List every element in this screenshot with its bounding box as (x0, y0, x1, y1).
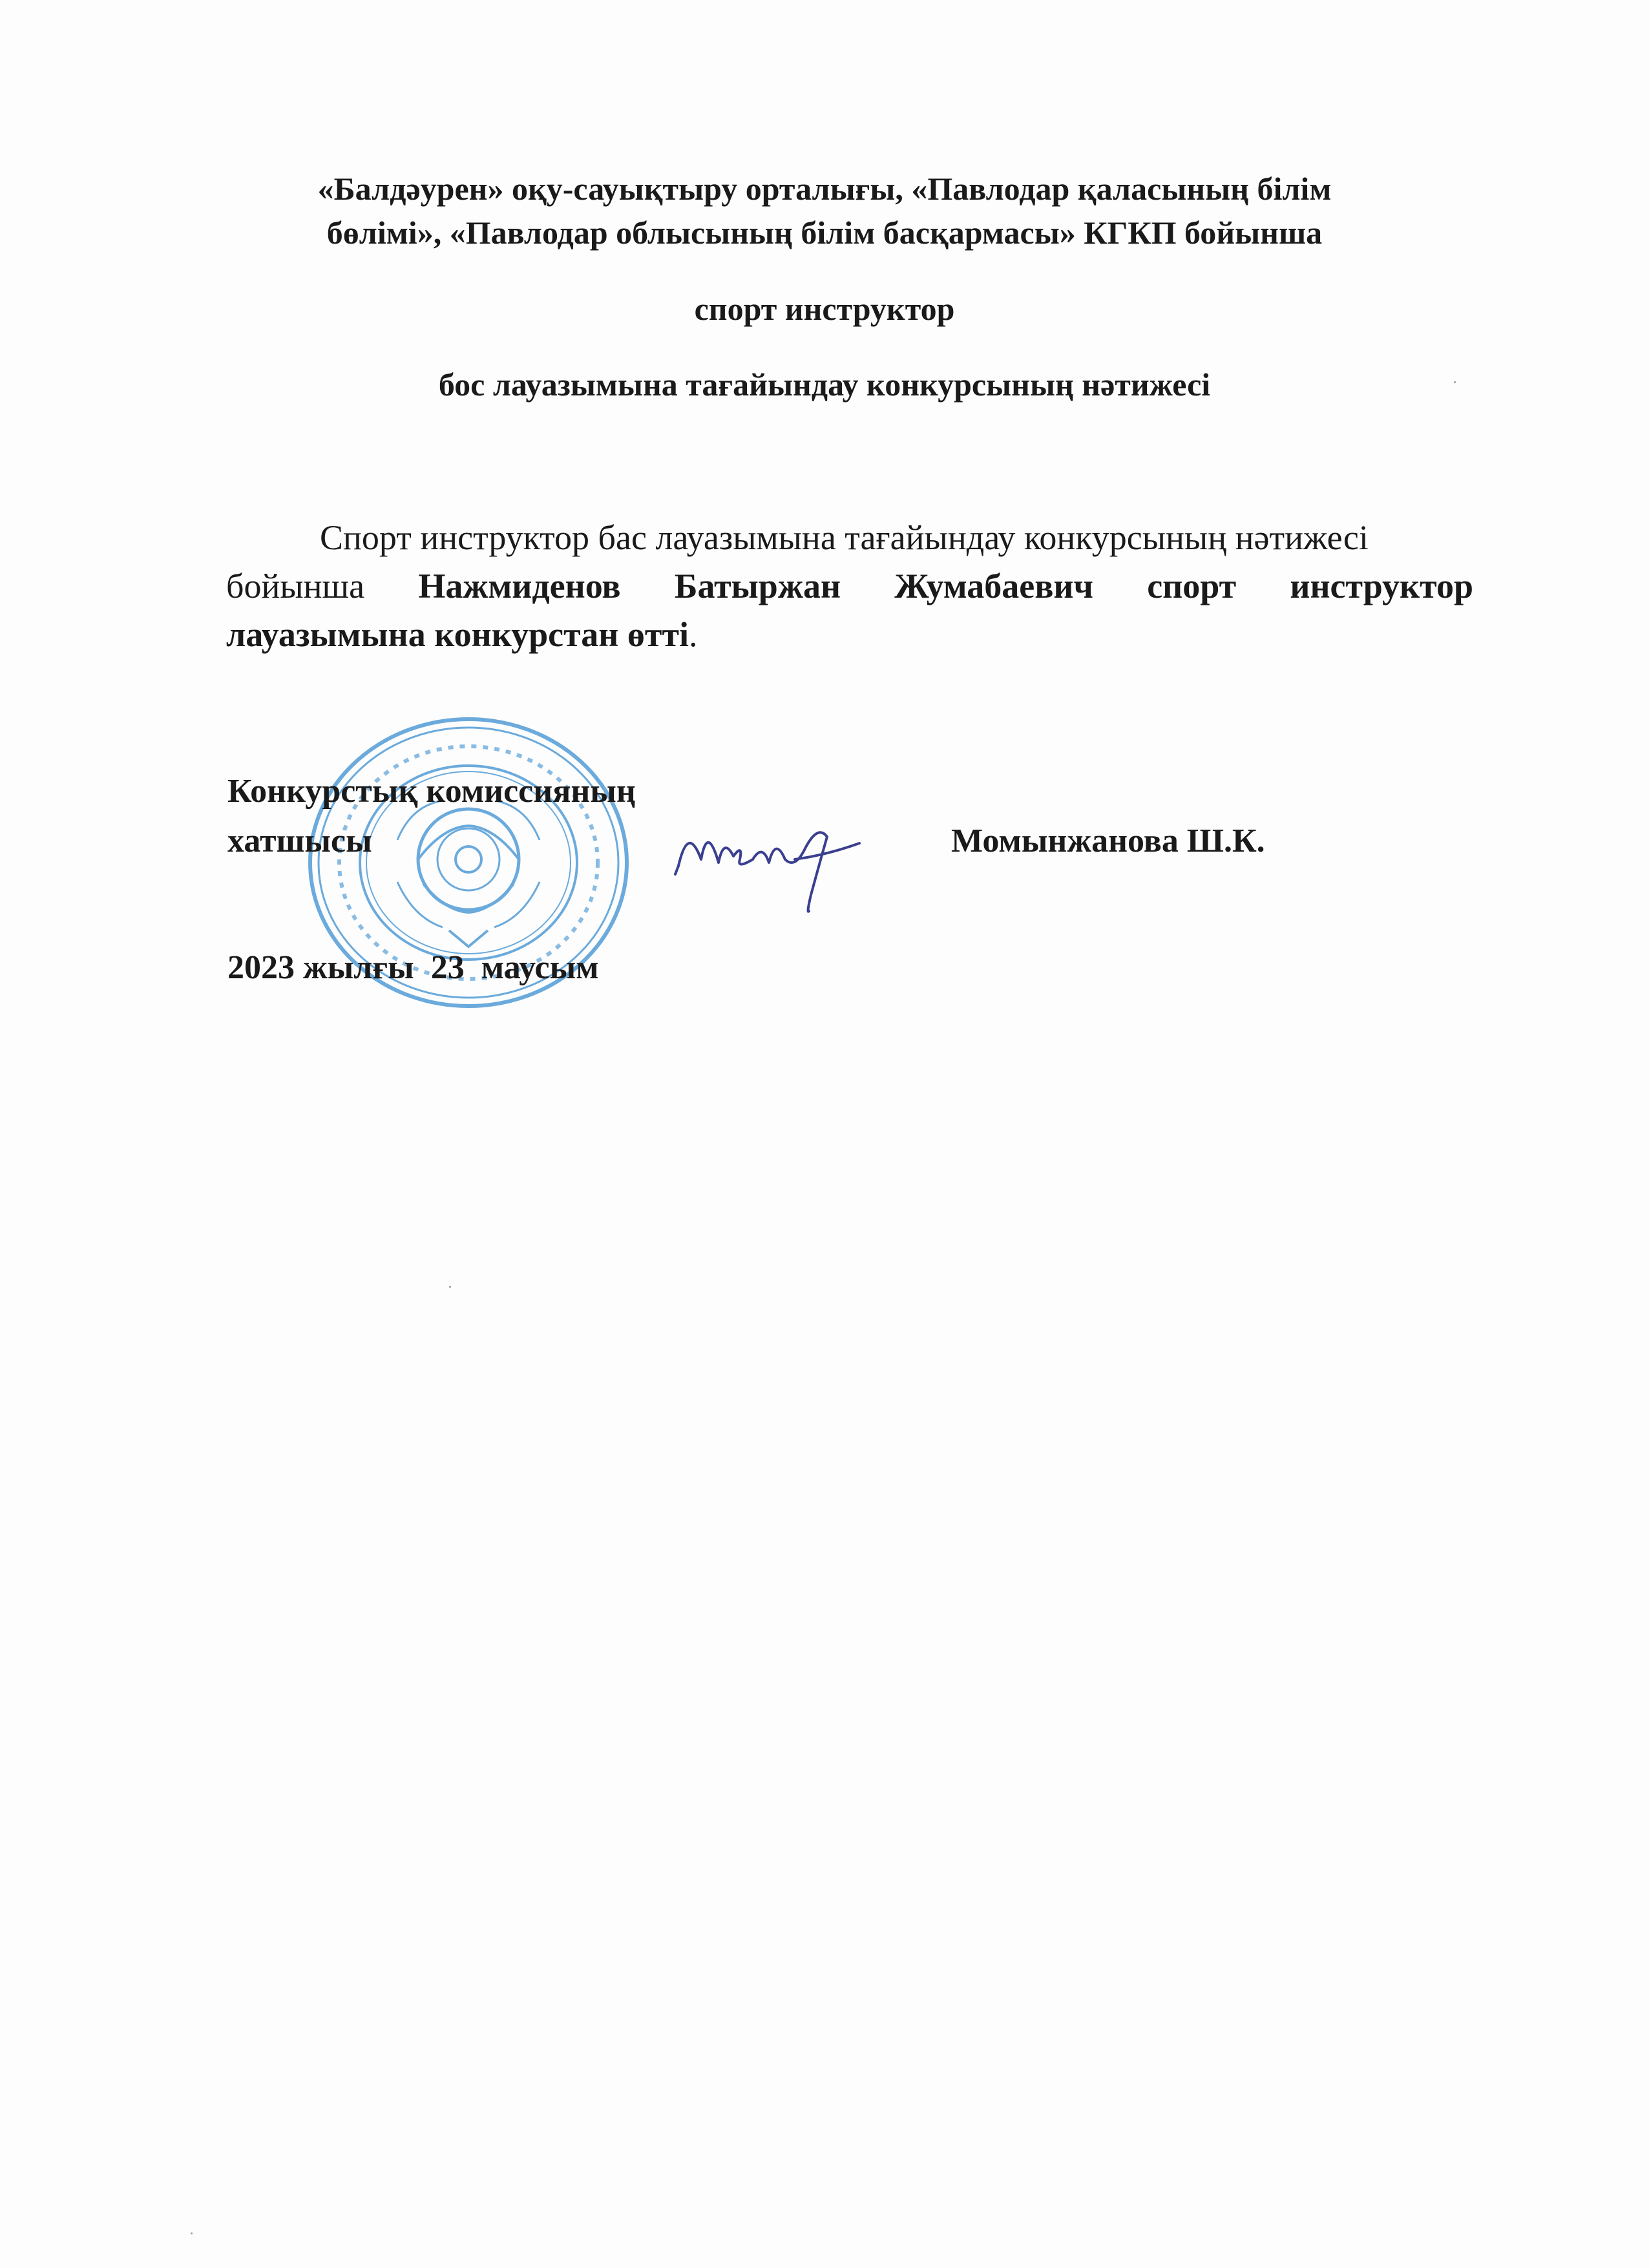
result-paragraph (226, 514, 1473, 659)
signer-name: Момынжанова Ш.К. (951, 823, 1265, 859)
body-period: . (688, 615, 698, 654)
position-word-2: инструктор (1290, 567, 1473, 605)
signing-date: 2023 жылғы 23 маусым (227, 949, 599, 986)
handwritten-signature (672, 798, 866, 921)
commission-role-line-1: Конкурстық комиссияның (227, 773, 636, 810)
body-word: бойынша (226, 567, 365, 605)
scan-speck (191, 2232, 193, 2234)
result-phrase: лауазымына конкурстан өтті (226, 615, 689, 654)
commission-role-line-2: хатшысы (227, 823, 372, 859)
body-line-3 (226, 611, 1473, 659)
winner-name: Батыржан (674, 567, 841, 605)
body-line-1: Спорт инструктор бас лауазымына тағайындау конкурсының нәтижесі (320, 518, 1369, 557)
title-line-2: бөлімі», «Павлодар облысының білім басқармасы» КГКП бойынша (326, 215, 1323, 251)
winner-patronymic: Жумабаевич (894, 567, 1093, 605)
body-line-2 (226, 562, 1473, 611)
title-line-3: спорт инструктор (694, 291, 955, 327)
scan-speck (449, 1286, 451, 1288)
title-line-1: «Балдәурен» оқу-сауықтыру орталығы, «Павлодар қаласының білім (317, 171, 1332, 207)
position-word-1: спорт (1147, 567, 1237, 605)
scan-speck (1454, 381, 1456, 383)
winner-surname: Нажмиденов (418, 567, 621, 605)
title-line-4: бос лауазымына тағайындау конкурсының нәтижесі (438, 366, 1211, 403)
